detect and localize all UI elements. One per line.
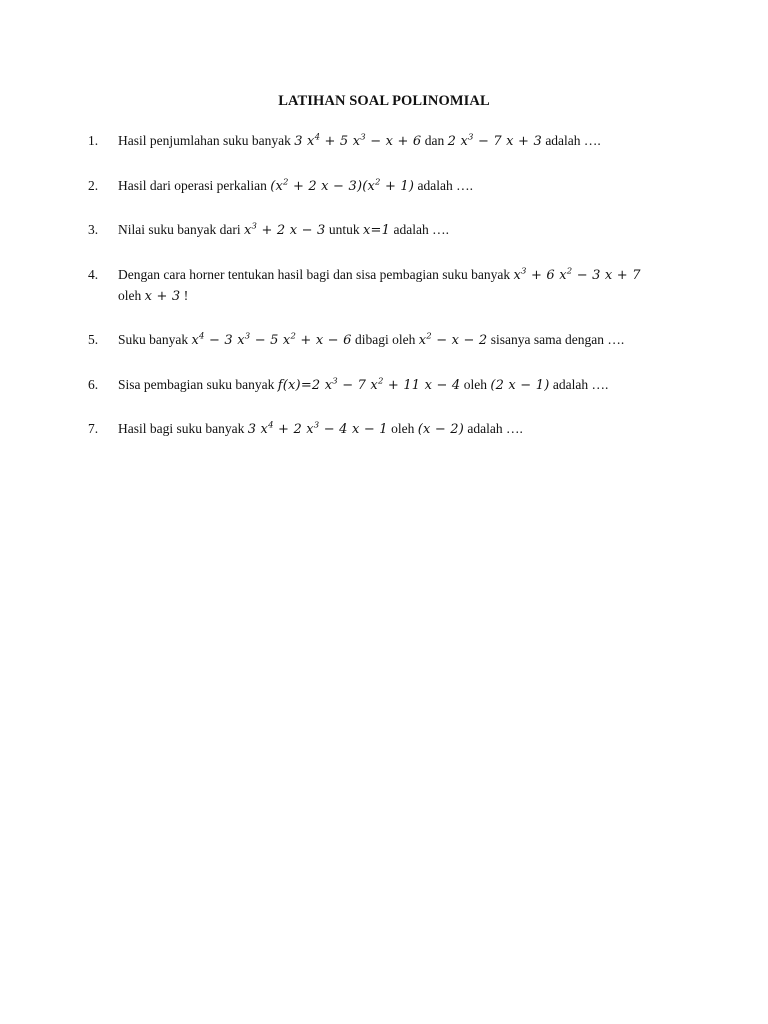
question-text: adalah …. bbox=[390, 222, 449, 237]
question-text: oleh bbox=[460, 376, 491, 392]
question-item-4 bbox=[88, 265, 688, 307]
question-text: dan bbox=[421, 133, 448, 148]
math-expression: $x^4 - 3$ $x^3 - 5$ $x^2 + x - 6$ bbox=[191, 331, 352, 348]
question-item-5 bbox=[88, 330, 688, 351]
question-number: 2. bbox=[88, 177, 99, 193]
question-text: adalah …. bbox=[541, 133, 601, 148]
question-continuation bbox=[118, 286, 688, 307]
question-text: adalah …. bbox=[464, 421, 523, 436]
question-item-1 bbox=[88, 131, 688, 152]
question-text: ! bbox=[180, 287, 189, 303]
question-number: 3. bbox=[88, 222, 99, 237]
math-expression: 3 $x^4 + 2$ $x^3 - 4$ x − 1 bbox=[247, 420, 388, 437]
question-item-3 bbox=[88, 220, 688, 241]
math-expression: $x^3 + 2$ x − 3 bbox=[243, 221, 326, 238]
question-item-7 bbox=[88, 419, 688, 440]
math-expression: f(x)=2 $x^3 - 7$ $x^2 + 11$ x − 4 bbox=[277, 376, 461, 393]
math-expression: ($x^2 + 2$ $x - 3)(x^2 + 1)$ bbox=[270, 177, 415, 194]
math-expression: $x^3 + 6$ $x^2 - 3$ x + 7 bbox=[513, 266, 641, 283]
math-expression: (x − 2) bbox=[417, 422, 465, 437]
question-text: adalah …. bbox=[549, 376, 609, 392]
question-text: Hasil bagi suku banyak bbox=[118, 421, 248, 436]
question-text: oleh bbox=[118, 287, 145, 303]
question-number: 6. bbox=[88, 376, 99, 392]
question-text: Suku banyak bbox=[118, 332, 192, 347]
question-text: adalah …. bbox=[414, 177, 473, 193]
page-title: LATIHAN SOAL POLINOMIAL bbox=[278, 93, 490, 109]
question-text: Sisa pembagian suku banyak bbox=[118, 376, 278, 392]
question-number: 4. bbox=[88, 266, 99, 282]
question-text: Dengan cara horner tentukan hasil bagi dan sisa pembagian suku banyak bbox=[118, 266, 514, 282]
math-expression: (2 x − 1) bbox=[490, 377, 550, 393]
math-expression: $x^2 - x - 2$ bbox=[418, 331, 488, 348]
question-text: Hasil penjumlahan suku banyak bbox=[118, 133, 295, 148]
question-item-6 bbox=[88, 375, 688, 396]
question-text: dibagi oleh bbox=[351, 332, 419, 347]
question-text: sisanya sama dengan …. bbox=[487, 332, 625, 347]
question-text: oleh bbox=[387, 421, 418, 436]
question-number: 7. bbox=[88, 421, 99, 436]
math-expression: x + 3 bbox=[144, 288, 181, 304]
question-list bbox=[88, 131, 688, 464]
question-text: Nilai suku banyak dari bbox=[118, 222, 244, 237]
math-expression: 2 $x^3 - 7$ x + 3 bbox=[447, 132, 542, 149]
question-number: 5. bbox=[88, 332, 99, 347]
math-expression: 3 $x^4 + 5$ $x^3 - x + 6$ bbox=[294, 132, 422, 149]
question-text: Hasil dari operasi perkalian bbox=[118, 177, 271, 193]
math-expression: x=1 bbox=[362, 223, 391, 238]
question-item-2 bbox=[88, 176, 688, 197]
question-number: 1. bbox=[88, 133, 99, 148]
question-text: untuk bbox=[325, 222, 363, 237]
